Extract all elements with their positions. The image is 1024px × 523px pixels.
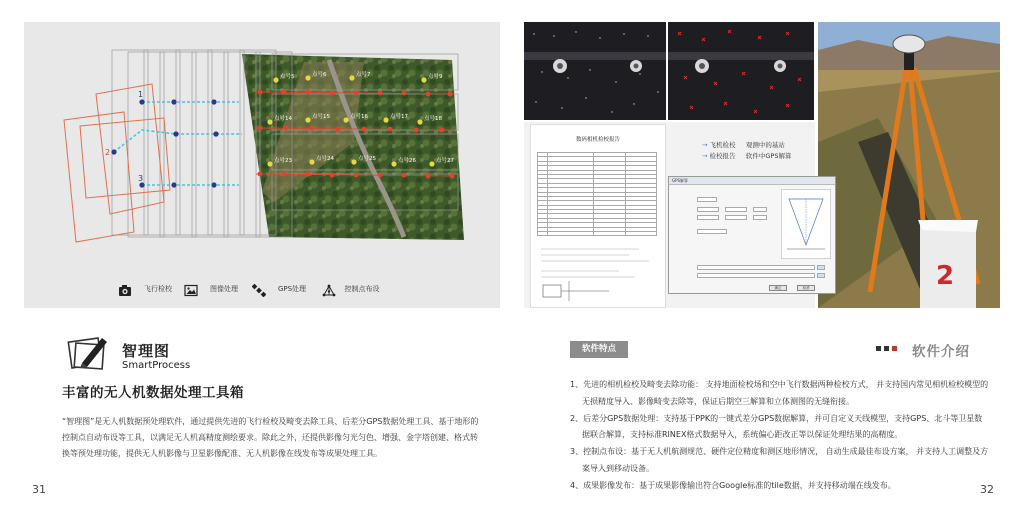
point-label: 点号26: [398, 158, 416, 164]
report-subtitle: [531, 143, 665, 150]
image-icon: [184, 284, 198, 297]
section-title: 软件介绍: [912, 344, 970, 360]
feature-item: 3、控制点布设：基于无人机航测规范、硬件定位精度和测区地形情况， 自动生成最佳布设方案， 并支持人工调整及方案导入到移动设备。: [570, 447, 989, 473]
page-number-left: 31: [32, 483, 46, 496]
menu-row: [702, 140, 791, 151]
point-label: 点号9: [428, 74, 443, 80]
route-label: 3: [138, 174, 144, 183]
smartprocess-logo-icon: [64, 332, 112, 372]
feature-item: 1、先进的相机检校及畸变去除功能： 支持地面检校场和空中飞行数据两种检校方式， 并支持国内常见相机检校模型的无损精度导入、影像畸变去除等，保证后期空三解算和立体测图的无缝衔接。: [570, 380, 989, 406]
antenna-diagram: [781, 189, 831, 259]
dialog-field[interactable]: [697, 215, 719, 220]
tool-label: 图像处理: [210, 285, 238, 293]
dialog-field[interactable]: [697, 265, 815, 270]
dialog-field[interactable]: [725, 215, 747, 220]
arrow-icon: →: [702, 141, 708, 149]
menu-item[interactable]: 软件中GPS解算: [745, 152, 792, 160]
control-point-icon: [322, 284, 336, 297]
hero-panel: [24, 22, 500, 308]
feature-item: 2、后差分GPS数据处理：支持基于PPK的一键式差分GPS数据解算，并可自定义天线模型，支持GPS、北斗等卫星数据联合解算，支持标准RINEX格式数据导入，系统偏心距改正等以保证处理结果的高精度。: [570, 413, 983, 440]
dialog-field[interactable]: [697, 229, 727, 234]
report-title: 数码相机检校报告: [575, 137, 620, 143]
description-paragraph: “智理图”是无人机数据预处理软件，通过提供先进的飞行检校及畸变去除工具、后差分GPS数据处理工具、基于地形的控制点自动布设等工具，以满足无人机高精度测绘要求。除此之外，还提供影像匀光匀色、增强、金字塔创建、格式转换等预处理功能，提供无人机影像与卫星影像配准、无人机影像在线发布等成果处理工具。: [62, 417, 479, 458]
point-label: 点号6: [312, 72, 327, 78]
browse-button[interactable]: [817, 273, 825, 278]
ok-button[interactable]: 确定: [769, 285, 787, 291]
tool-control-point-layout[interactable]: [322, 284, 402, 294]
arrow-icon: →: [702, 152, 708, 160]
calibration-field-photo: [524, 22, 666, 120]
point-label: 点号23: [274, 158, 292, 164]
point-label: 点号25: [358, 156, 376, 162]
dialog-field[interactable]: [753, 215, 767, 220]
menu-row: [702, 151, 791, 162]
point-label: 点号27: [436, 158, 454, 164]
cancel-button[interactable]: 取消: [797, 285, 815, 291]
point-label: 点号15: [312, 114, 330, 120]
software-menu-list: [702, 140, 791, 162]
gps-receiver-photo: [818, 22, 1000, 308]
point-label: 点号14: [274, 116, 292, 122]
menu-item[interactable]: 观测中的基站: [745, 141, 785, 149]
feature-item: 4、成果影像发布：基于成果影像输出符合Google标准的tile数据，并支持移动端在线发布。: [570, 480, 896, 490]
brand-name-en: SmartProcess: [122, 360, 191, 371]
oblique-frames: [64, 84, 170, 242]
dialog-field[interactable]: [697, 207, 719, 212]
gps-solve-dialog: [668, 176, 836, 294]
dialog-field[interactable]: [697, 197, 717, 202]
dialog-field[interactable]: [697, 273, 815, 278]
route-label: 2: [105, 148, 111, 157]
menu-item[interactable]: 飞机检校: [709, 141, 736, 149]
point-label: 点号7: [356, 72, 371, 78]
flight-plan-map: [24, 22, 500, 308]
dialog-field[interactable]: [753, 207, 767, 212]
tool-label: GPS处理: [277, 285, 307, 293]
route-label: 1: [138, 90, 144, 99]
satellite-icon: [252, 284, 266, 297]
section-marker-icon: [876, 346, 904, 352]
point-label: 点号24: [316, 156, 334, 162]
features-list: [570, 377, 990, 495]
calibration-field-photo-marked: [668, 22, 814, 120]
dialog-field[interactable]: [725, 207, 747, 212]
calibration-report-document: [530, 124, 666, 308]
tool-label: 控制点布设: [344, 285, 380, 293]
features-tag: 软件特点: [570, 341, 628, 358]
point-label: 点号17: [390, 114, 408, 120]
point-label: 点号18: [424, 116, 442, 122]
dialog-titlebar: GPS解算: [669, 177, 835, 185]
report-table: [537, 152, 657, 236]
report-diagram: [539, 245, 659, 305]
page-number-right: 32: [980, 483, 994, 496]
camera-icon: [118, 284, 132, 297]
browse-button[interactable]: [817, 265, 825, 270]
flight-routes: [111, 99, 242, 187]
tool-label: 飞行检校: [144, 285, 172, 293]
tool-gps-processing[interactable]: [252, 284, 332, 294]
point-label: 点号16: [350, 114, 368, 120]
point-label: 点号5: [280, 74, 295, 80]
brand-name-cn: 智理图: [122, 342, 171, 360]
svg-text:2: 2: [936, 261, 955, 291]
menu-item[interactable]: 检校报告: [709, 152, 736, 160]
headline: 丰富的无人机数据处理工具箱: [62, 385, 244, 401]
